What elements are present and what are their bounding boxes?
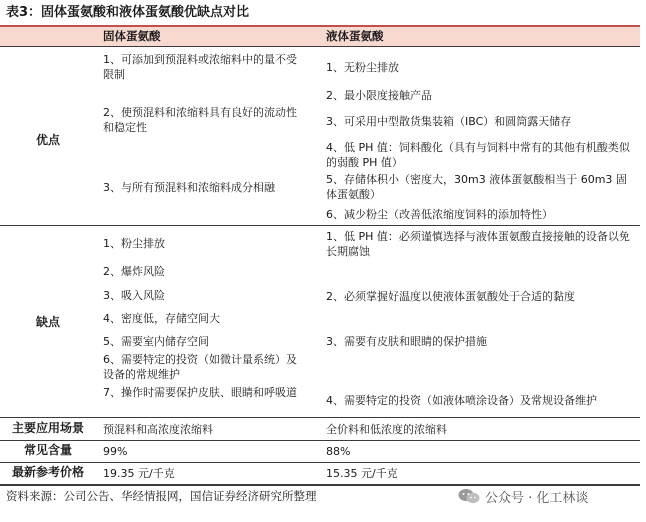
dis-solid-item: 4、密度低，存储空间大 <box>103 312 220 325</box>
dis-solid-item: 3、吸入风险 <box>103 289 165 302</box>
advantages-rule <box>0 225 640 226</box>
adv-liquid-item: 6、减少粉尘（改善低浓缩度饲料的添加特性） <box>326 208 553 221</box>
content-rule <box>0 462 640 463</box>
application-rule <box>0 440 640 441</box>
content-solid: 99% <box>103 445 128 458</box>
application-liquid: 全价料和低浓度的浓缩料 <box>326 423 447 436</box>
price-liquid: 15.35 元/千克 <box>326 467 398 480</box>
table-title: 表3：固体蛋氨酸和液体蛋氨酸优缺点对比 <box>6 5 250 20</box>
adv-liquid-item: 2、最小限度接触产品 <box>326 89 432 102</box>
advantages-label: 优点 <box>35 133 60 147</box>
adv-liquid-item: 3、可采用中型散货集装箱（IBC）和圆筒露天储存 <box>326 115 572 128</box>
dis-liquid-item: 4、需要特定的投资（如液体喷涂设备）及常规设备维护 <box>326 394 597 407</box>
dis-liquid-item: 3、需要有皮肤和眼睛的保护措施 <box>326 335 487 348</box>
price-solid: 19.35 元/千克 <box>103 467 175 480</box>
wechat-icon <box>458 488 480 504</box>
content-liquid: 88% <box>326 445 351 458</box>
adv-liquid-item: 5、存储体积小（密度大，30m3 液体蛋氨酸相当于 60m3 固体蛋氨酸） <box>326 173 627 201</box>
dis-solid-item: 2、爆炸风险 <box>103 265 165 278</box>
dis-solid-item: 6、需要特定的投资（如微计量系统）及设备的常规维护 <box>103 353 297 381</box>
price-label: 最新参考价格 <box>11 465 84 479</box>
adv-solid-item: 2、使预混料和浓缩料具有良好的流动性和稳定性 <box>103 106 297 134</box>
application-solid: 预混料和高浓度浓缩料 <box>103 423 213 436</box>
dis-solid-item: 1、粉尘排放 <box>103 237 165 250</box>
watermark <box>458 486 588 506</box>
header-liquid: 液体蛋氨酸 <box>326 29 384 43</box>
adv-liquid-item: 1、无粉尘排放 <box>326 61 399 74</box>
header-rule <box>0 46 640 47</box>
adv-solid-item: 3、与所有预混料和浓缩料成分相融 <box>103 181 275 194</box>
disadvantages-label: 缺点 <box>35 315 60 329</box>
watermark-text: 公众号 · 化工林谈 <box>485 490 589 506</box>
source-note: 资料来源：公司公告、华经情报网，国信证券经济研究所整理 <box>6 489 317 503</box>
content-label: 常见含量 <box>23 443 72 457</box>
adv-liquid-item: 4、低 PH 值：饲料酸化（具有与饲料中常有的其他有机酸类似的弱酸 PH 值） <box>326 141 630 169</box>
header-solid: 固体蛋氨酸 <box>103 29 161 43</box>
dis-liquid-item: 1、低 PH 值：必须谨慎选择与液体蛋氨酸直接接触的设备以免长期腐蚀 <box>326 230 630 258</box>
adv-solid-item: 1、可添加到预混料或浓缩料中的量不受限制 <box>103 53 297 81</box>
application-label: 主要应用场景 <box>11 421 84 435</box>
dis-solid-item: 5、需要室内储存空间 <box>103 335 209 348</box>
dis-liquid-item: 2、必须掌握好温度以使液体蛋氨酸处于合适的黏度 <box>326 290 575 303</box>
disadvantages-rule <box>0 417 640 418</box>
dis-solid-item: 7、操作时需要保护皮肤、眼睛和呼吸道 <box>103 386 297 399</box>
